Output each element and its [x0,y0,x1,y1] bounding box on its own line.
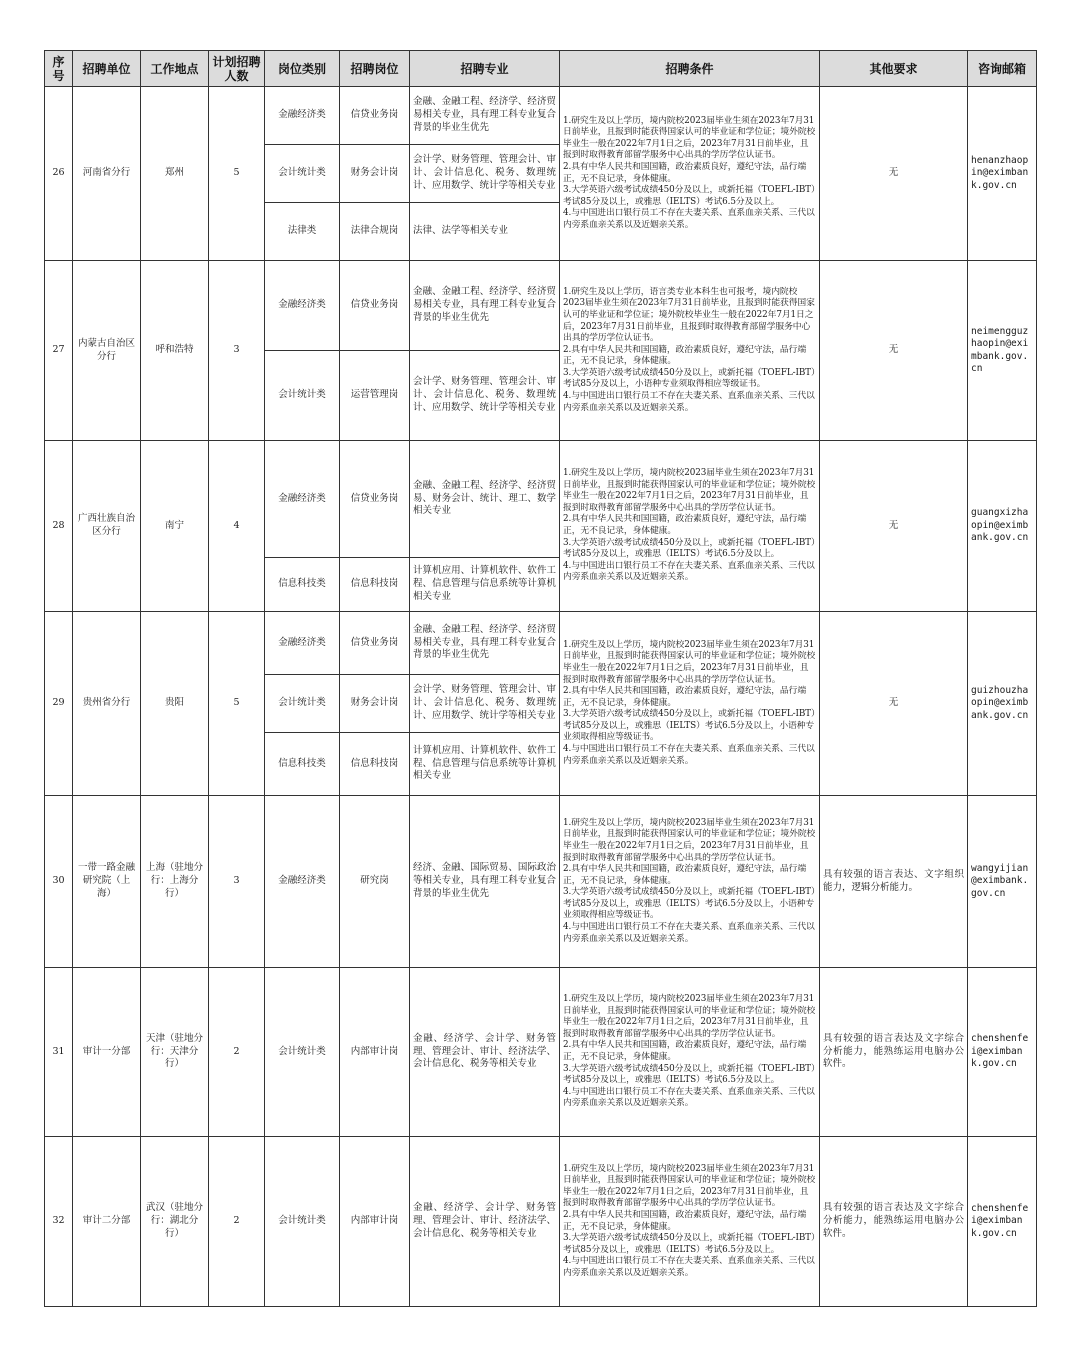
plan-count-cell: 2 [209,1137,265,1307]
category-cell: 会计统计类 [265,1137,340,1307]
major-cell: 金融、金融工程、经济学、经济贸易相关专业，具有理工科专业复合背景的毕业生优先 [410,612,560,675]
table-row [45,441,1037,558]
category-cell: 金融经济类 [265,796,340,968]
header-seq: 序号 [45,51,73,87]
seq-cell: 26 [45,87,73,261]
other-requirements-cell: 具有较强的语言表达及文字综合分析能力，能熟练运用电脑办公软件。 [820,1137,968,1307]
category-cell: 金融经济类 [265,87,340,145]
plan-count-cell: 3 [209,261,265,441]
email-cell: neimengguzhaopin@eximbank.gov.cn [968,261,1037,441]
other-requirements-cell: 无 [820,612,968,796]
location-cell: 呼和浩特 [141,261,209,441]
condition-cell: 1.研究生及以上学历，境内院校2023届毕业生须在2023年7月31日前毕业，且报到时能获得国家认可的毕业证和学位证；境外院校毕业生一般在2022年7月1日之后，2023年7月31日前毕业，且报到时取得教育部留学服务中心出具的学历学位认证书。 2.具有中华人民共和国国籍，政治素质良好，遵纪守法，品行端正，无不良记录，身体健康。 3.大学英语六级考试成绩450分及以上，或新托福（TOEFL-IBT）考试85分及以上，或雅思（IELTS）考试6.5分及以上。 4.与中国进出口银行员工不存在夫妻关系、直系血亲关系、三代以内旁系血亲关系以及近姻亲关系。 [560,968,820,1137]
table-row [45,1137,1037,1307]
table-row [45,796,1037,968]
category-cell: 信息科技类 [265,733,340,796]
header-email: 咨询邮箱 [968,51,1037,87]
header-location: 工作地点 [141,51,209,87]
seq-cell: 31 [45,968,73,1137]
condition-cell: 1.研究生及以上学历，语言类专业本科生也可报考，境内院校2023届毕业生须在2023年7月31日前毕业，且报到时能获得国家认可的毕业证和学位证；境外院校毕业生一般在2022年7月1日之后，2023年7月31日前毕业，且报到时取得教育部留学服务中心出具的学历学位认证书。 2.具有中华人民共和国国籍，政治素质良好，遵纪守法，品行端正，无不良记录，身体健康。 3.大学英语六级考试成绩450分及以上，或新托福（TOEFL-IBT）考试85分及以上，小语种专业须取得相应等级证书。 4.与中国进出口银行员工不存在夫妻关系、直系血亲关系、三代以内旁系血亲关系以及近姻亲关系。 [560,261,820,441]
condition-cell: 1.研究生及以上学历，境内院校2023届毕业生须在2023年7月31日前毕业，且报到时能获得国家认可的毕业证和学位证；境外院校毕业生一般在2022年7月1日之后，2023年7月31日前毕业，且报到时取得教育部留学服务中心出具的学历学位认证书。 2.具有中华人民共和国国籍，政治素质良好，遵纪守法，品行端正，无不良记录，身体健康。 3.大学英语六级考试成绩450分及以上，或新托福（TOEFL-IBT）考试85分及以上，或雅思（IELTS）考试6.5分及以上。 4.与中国进出口银行员工不存在夫妻关系、直系血亲关系、三代以内旁系血亲关系以及近姻亲关系。 [560,441,820,612]
post-cell: 研究岗 [340,796,410,968]
header-plan: 计划招聘人数 [209,51,265,87]
post-cell: 财务会计岗 [340,145,410,203]
category-cell: 会计统计类 [265,968,340,1137]
plan-count-cell: 4 [209,441,265,612]
seq-cell: 32 [45,1137,73,1307]
location-cell: 郑州 [141,87,209,261]
email-cell: chenshenfei@eximbank.gov.cn [968,968,1037,1137]
table-header-row [45,51,1037,87]
email-cell: guangxizhaopin@eximbank.gov.cn [968,441,1037,612]
major-cell: 金融、金融工程、经济学、经济贸易、财务会计、统计、理工、数学相关专业 [410,441,560,558]
category-cell: 会计统计类 [265,675,340,733]
location-cell: 贵阳 [141,612,209,796]
seq-cell: 27 [45,261,73,441]
post-cell: 财务会计岗 [340,675,410,733]
major-cell: 会计学、财务管理、管理会计、审计、会计信息化、税务、数理统计、应用数学、统计学等相关专业 [410,675,560,733]
recruitment-table-page [44,50,1037,1307]
plan-count-cell: 2 [209,968,265,1137]
major-cell: 会计学、财务管理、管理会计、审计、会计信息化、税务、数理统计、应用数学、统计学等相关专业 [410,145,560,203]
table-row [45,261,1037,351]
other-requirements-cell: 无 [820,261,968,441]
major-cell: 金融、金融工程、经济学、经济贸易相关专业，具有理工科专业复合背景的毕业生优先 [410,261,560,351]
seq-cell: 28 [45,441,73,612]
post-cell: 法律合规岗 [340,203,410,261]
email-cell: henanzhaopin@eximbank.gov.cn [968,87,1037,261]
unit-cell: 内蒙古自治区分行 [73,261,141,441]
major-cell: 金融、经济学、会计学、财务管理、管理会计、审计、经济法学、会计信息化、税务等相关专业 [410,1137,560,1307]
plan-count-cell: 5 [209,87,265,261]
location-cell: 上海（驻地分行：上海分行） [141,796,209,968]
unit-cell: 广西壮族自治区分行 [73,441,141,612]
location-cell: 武汉（驻地分行：湖北分行） [141,1137,209,1307]
other-requirements-cell: 具有较强的语言表达及文字综合分析能力，能熟练运用电脑办公软件。 [820,968,968,1137]
post-cell: 信贷业务岗 [340,612,410,675]
category-cell: 金融经济类 [265,441,340,558]
post-cell: 信贷业务岗 [340,87,410,145]
unit-cell: 审计一分部 [73,968,141,1137]
unit-cell: 一带一路金融研究院（上海） [73,796,141,968]
post-cell: 运营管理岗 [340,351,410,441]
location-cell: 天津（驻地分行：天津分行） [141,968,209,1137]
major-cell: 法律、法学等相关专业 [410,203,560,261]
major-cell: 计算机应用、计算机软件、软件工程、信息管理与信息系统等计算机相关专业 [410,733,560,796]
other-requirements-cell: 无 [820,87,968,261]
unit-cell: 河南省分行 [73,87,141,261]
table-row [45,87,1037,145]
post-cell: 信息科技岗 [340,558,410,612]
seq-cell: 29 [45,612,73,796]
condition-cell: 1.研究生及以上学历，境内院校2023届毕业生须在2023年7月31日前毕业，且报到时能获得国家认可的毕业证和学位证；境外院校毕业生一般在2022年7月1日之后，2023年7月31日前毕业，且报到时取得教育部留学服务中心出具的学历学位认证书。 2.具有中华人民共和国国籍，政治素质良好，遵纪守法，品行端正，无不良记录，身体健康。 3.大学英语六级考试成绩450分及以上，或新托福（TOEFL-IBT）考试85分及以上，或雅思（IELTS）考试6.5分及以上，小语种专业须取得相应等级证书。 4.与中国进出口银行员工不存在夫妻关系、直系血亲关系、三代以内旁系血亲关系以及近姻亲关系。 [560,612,820,796]
major-cell: 会计学、财务管理、管理会计、审计、会计信息化、税务、数理统计、应用数学、统计学等相关专业 [410,351,560,441]
header-major: 招聘专业 [410,51,560,87]
header-category: 岗位类别 [265,51,340,87]
seq-cell: 30 [45,796,73,968]
table-body [45,87,1037,1307]
plan-count-cell: 5 [209,612,265,796]
post-cell: 内部审计岗 [340,1137,410,1307]
category-cell: 信息科技类 [265,558,340,612]
table-row [45,968,1037,1137]
other-requirements-cell: 具有较强的语言表达、文字组织能力，逻辑分析能力。 [820,796,968,968]
header-post: 招聘岗位 [340,51,410,87]
category-cell: 法律类 [265,203,340,261]
location-cell: 南宁 [141,441,209,612]
category-cell: 金融经济类 [265,612,340,675]
table-row [45,612,1037,675]
header-condition: 招聘条件 [560,51,820,87]
category-cell: 会计统计类 [265,145,340,203]
email-cell: wangyijian@eximbank.gov.cn [968,796,1037,968]
category-cell: 会计统计类 [265,351,340,441]
unit-cell: 贵州省分行 [73,612,141,796]
other-requirements-cell: 无 [820,441,968,612]
major-cell: 经济、金融、国际贸易、国际政治等相关专业，具有理工科专业复合背景的毕业生优先 [410,796,560,968]
category-cell: 金融经济类 [265,261,340,351]
email-cell: chenshenfei@eximbank.gov.cn [968,1137,1037,1307]
major-cell: 金融、经济学、会计学、财务管理、管理会计、审计、经济法学、会计信息化、税务等相关专业 [410,968,560,1137]
post-cell: 信贷业务岗 [340,261,410,351]
recruitment-table [44,50,1037,1307]
email-cell: guizhouzhaopin@eximbank.gov.cn [968,612,1037,796]
major-cell: 金融、金融工程、经济学、经济贸易相关专业，具有理工科专业复合背景的毕业生优先 [410,87,560,145]
condition-cell: 1.研究生及以上学历，境内院校2023届毕业生须在2023年7月31日前毕业，且报到时能获得国家认可的毕业证和学位证；境外院校毕业生一般在2022年7月1日之后，2023年7月31日前毕业，且报到时取得教育部留学服务中心出具的学历学位认证书。 2.具有中华人民共和国国籍，政治素质良好，遵纪守法，品行端正，无不良记录，身体健康。 3.大学英语六级考试成绩450分及以上，或新托福（TOEFL-IBT）考试85分及以上，或雅思（IELTS）考试6.5分及以上。 4.与中国进出口银行员工不存在夫妻关系、直系血亲关系、三代以内旁系血亲关系以及近姻亲关系。 [560,87,820,261]
condition-cell: 1.研究生及以上学历，境内院校2023届毕业生须在2023年7月31日前毕业，且报到时能获得国家认可的毕业证和学位证；境外院校毕业生一般在2022年7月1日之后，2023年7月31日前毕业，且报到时取得教育部留学服务中心出具的学历学位认证书。 2.具有中华人民共和国国籍，政治素质良好，遵纪守法，品行端正，无不良记录，身体健康。 3.大学英语六级考试成绩450分及以上，或新托福（TOEFL-IBT）考试85分及以上，或雅思（IELTS）考试6.5分及以上。 4.与中国进出口银行员工不存在夫妻关系、直系血亲关系、三代以内旁系血亲关系以及近姻亲关系。 [560,1137,820,1307]
post-cell: 内部审计岗 [340,968,410,1137]
unit-cell: 审计二分部 [73,1137,141,1307]
plan-count-cell: 3 [209,796,265,968]
post-cell: 信贷业务岗 [340,441,410,558]
header-other: 其他要求 [820,51,968,87]
major-cell: 计算机应用、计算机软件、软件工程、信息管理与信息系统等计算机相关专业 [410,558,560,612]
post-cell: 信息科技岗 [340,733,410,796]
condition-cell: 1.研究生及以上学历，境内院校2023届毕业生须在2023年7月31日前毕业，且报到时能获得国家认可的毕业证和学位证；境外院校毕业生一般在2022年7月1日之后，2023年7月31日前毕业，且报到时取得教育部留学服务中心出具的学历学位认证书。 2.具有中华人民共和国国籍，政治素质良好，遵纪守法，品行端正，无不良记录，身体健康。 3.大学英语六级考试成绩450分及以上，或新托福（TOEFL-IBT）考试85分及以上，或雅思（IELTS）考试6.5分及以上，小语种专业须取得相应等级证书。 4.与中国进出口银行员工不存在夫妻关系、直系血亲关系、三代以内旁系血亲关系以及近姻亲关系。 [560,796,820,968]
header-unit: 招聘单位 [73,51,141,87]
